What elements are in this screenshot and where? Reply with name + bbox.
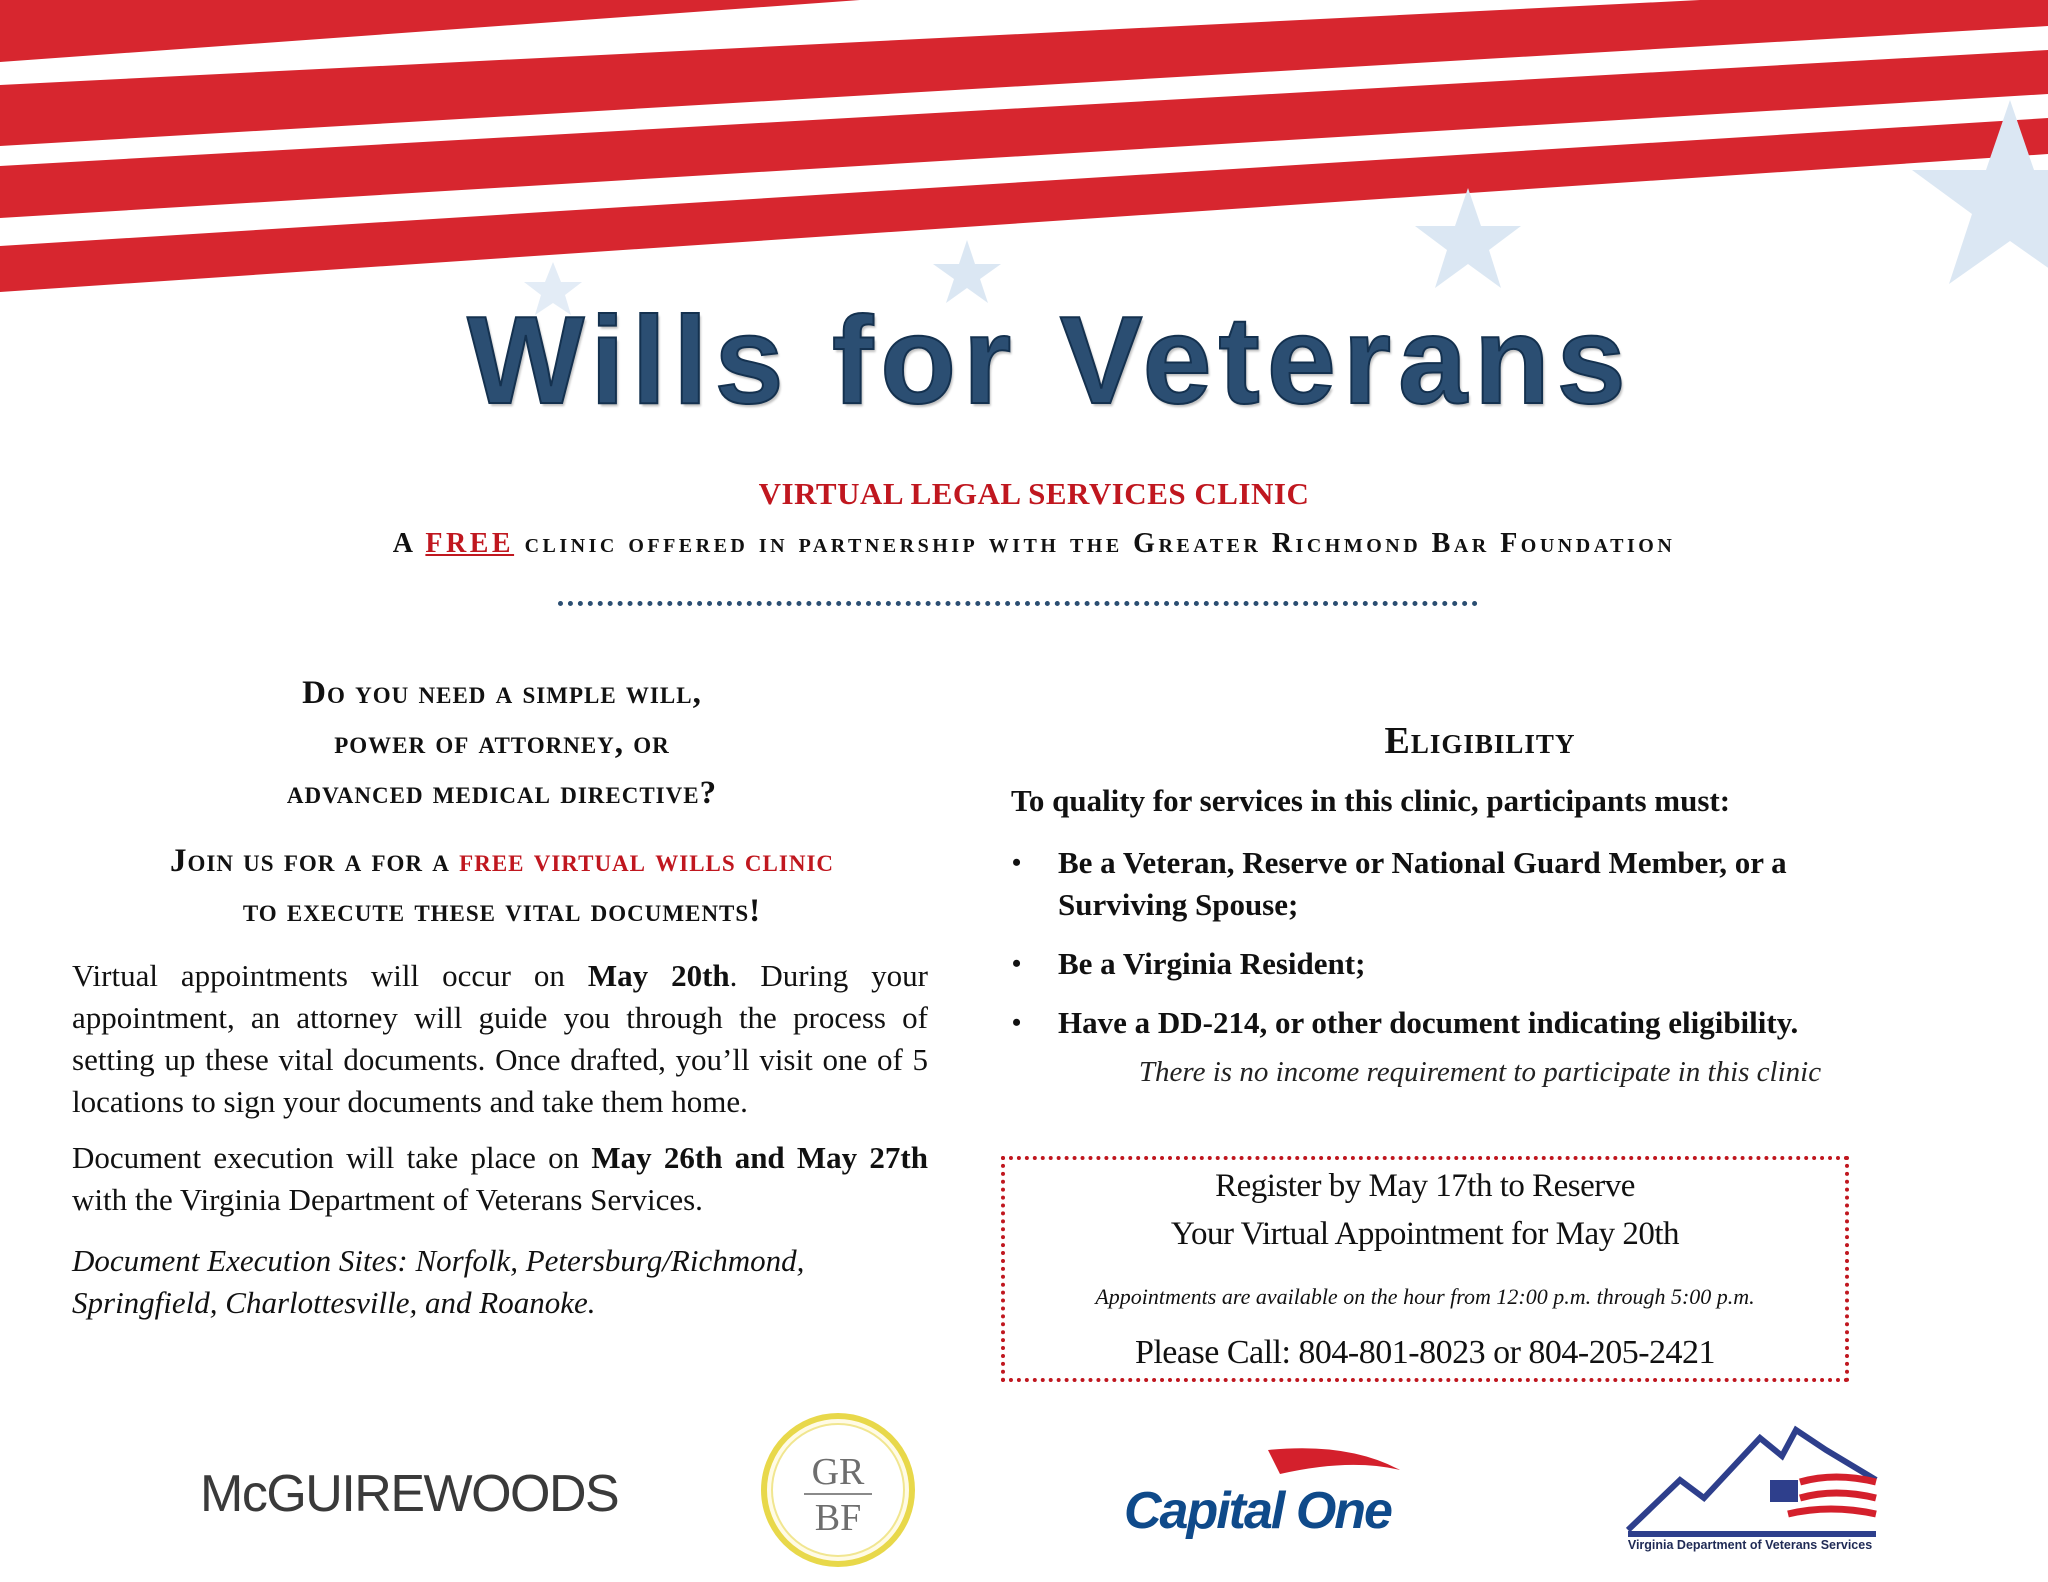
execution-dates: May 26th and May 27th bbox=[591, 1140, 928, 1175]
list-item bbox=[1000, 1002, 1900, 1044]
question-line: power of attorney, or bbox=[334, 725, 670, 761]
para2-after: with the Virginia Department of Veterans Services. bbox=[72, 1182, 703, 1217]
register-line-1: Register by May 17th to Reserve bbox=[1215, 1168, 1635, 1204]
register-line-2: Your Virtual Appointment for May 20th bbox=[1170, 1216, 1680, 1252]
para2-before: Document execution will take place on bbox=[72, 1140, 592, 1175]
eligibility-item: Have a DD-214, or other document indicating eligibility. bbox=[1058, 1005, 1799, 1040]
appointment-date: May 20th bbox=[587, 958, 730, 993]
grbf-logo bbox=[760, 1412, 916, 1568]
execution-sites: Document Execution Sites: Norfolk, Petersburg/Richmond, Springfield, Charlottesville, and Roanoke. bbox=[72, 1243, 805, 1320]
vdvs-logo bbox=[1620, 1410, 1880, 1555]
appointment-hours: Appointments are available on the hour from 12:00 p.m. through 5:00 p.m. bbox=[1095, 1284, 1755, 1309]
grbf-top: GR bbox=[811, 1451, 865, 1493]
join-prefix: Join us for a for a bbox=[169, 843, 460, 879]
page-title: Wills for Veterans bbox=[467, 292, 1633, 430]
eligibility-item: Be a Veteran, Reserve or National Guard Member, or a Surviving Spouse; bbox=[1058, 845, 1787, 922]
eligibility-list bbox=[1000, 842, 1900, 1061]
phone-numbers: Please Call: 804-801-8023 or 804-205-2421 bbox=[1134, 1334, 1716, 1371]
eligibility-heading: Eligibility bbox=[1384, 720, 1576, 762]
execution-paragraph bbox=[72, 1137, 928, 1221]
grbf-bottom: BF bbox=[814, 1497, 862, 1539]
list-item bbox=[1000, 943, 1900, 985]
star-icon bbox=[1415, 188, 1521, 288]
para1-before: Virtual appointments will occur on bbox=[72, 958, 588, 993]
partnership-line bbox=[0, 528, 2048, 560]
vdvs-caption: Virginia Department of Veterans Services bbox=[1627, 1538, 1873, 1552]
free-line-prefix: A bbox=[392, 528, 415, 559]
join-highlight: free virtual wills clinic bbox=[459, 843, 835, 879]
list-item bbox=[1000, 842, 1900, 926]
join-invitation bbox=[72, 836, 932, 936]
para1-after: . During your appointment, an attorney will guide you through the process of setting up these vital documents. Once drafted, you’ll visit one of 5 locations to sign your documents and take them home. bbox=[72, 958, 928, 1119]
bullet-icon: • bbox=[1012, 1008, 1022, 1037]
services-question bbox=[72, 668, 932, 818]
dotted-divider bbox=[558, 601, 1478, 606]
free-word: FREE bbox=[425, 528, 515, 559]
eligibility-item: Be a Virginia Resident; bbox=[1058, 946, 1366, 981]
mcguirewoods-wordmark: McGUIREWOODS bbox=[200, 1465, 619, 1523]
free-line-suffix: clinic offered in partnership with the Greater Richmond Bar Foundation bbox=[524, 528, 1676, 559]
subtitle: VIRTUAL LEGAL SERVICES CLINIC bbox=[758, 476, 1310, 511]
capital-one-wordmark: Capital One bbox=[1124, 1482, 1391, 1540]
question-line: Do you need a simple will, bbox=[302, 675, 702, 711]
question-line: advanced medical directive? bbox=[286, 775, 718, 811]
appointment-paragraph bbox=[72, 955, 928, 1123]
eligibility-intro: To quality for services in this clinic, participants must: bbox=[1011, 783, 1731, 818]
bullet-icon: • bbox=[1012, 949, 1022, 978]
bullet-icon: • bbox=[1012, 848, 1022, 877]
income-note: There is no income requirement to participate in this clinic bbox=[1138, 1056, 1822, 1088]
join-line-2: to execute these vital documents! bbox=[242, 893, 762, 929]
capital-one-logo bbox=[1118, 1440, 1438, 1560]
mcguirewoods-logo bbox=[200, 1464, 618, 1524]
